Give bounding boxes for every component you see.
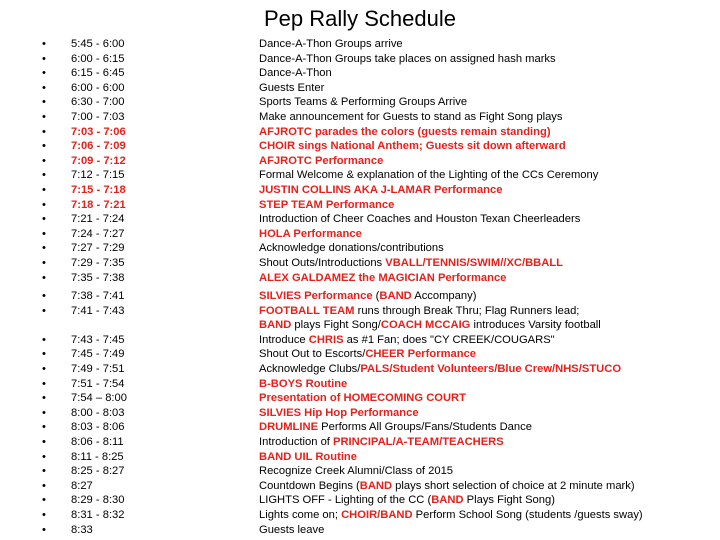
plain-text: Countdown Begins ( [259,479,360,492]
highlight-text: DRUMLINE [259,421,319,434]
bullet: • [42,96,46,109]
schedule-row [0,347,720,362]
schedule-row [0,81,720,96]
bullet: • [42,169,46,182]
highlight-text: ALEX GALDAMEZ the MAGICIAN Performance [259,271,507,284]
schedule-description [259,450,357,465]
schedule-time: 8:29 - 8:30 [71,494,125,507]
highlight-text: B-BOYS Routine [259,377,348,390]
bullet: • [42,227,46,240]
description-line [259,110,562,125]
schedule-time: 7:03 - 7:06 [71,125,126,138]
plain-text: Accompany) [411,290,477,303]
schedule-description [259,110,562,125]
description-line [259,347,476,362]
bullet: • [42,290,46,303]
schedule-row [0,406,720,421]
description-line [259,154,383,169]
schedule-description [259,377,347,392]
schedule-description [259,139,566,154]
schedule-description [259,493,555,508]
schedule-time: 8:25 - 8:27 [71,465,125,478]
description-line [259,362,621,377]
plain-text: Shout Out to Escorts/ [259,348,366,361]
description-line [259,256,563,271]
schedule-time: 7:45 - 7:49 [71,348,125,361]
schedule-description [259,212,580,227]
schedule-row [0,198,720,213]
schedule-time: 6:15 - 6:45 [71,67,125,80]
page-title: Pep Rally Schedule [263,6,456,31]
schedule-row [0,289,720,304]
description-line [259,479,635,494]
schedule-description [259,125,551,140]
schedule-description [259,271,506,286]
bullet: • [42,256,46,269]
schedule-row [0,154,720,169]
schedule-row [0,391,720,406]
plain-text: Make announcement for Guests to stand as Fight Song plays [259,110,563,123]
description-line [259,227,362,242]
highlight-text: SILVIES Hip Hop Performance [259,406,419,419]
schedule-row [0,377,720,392]
bullet: • [42,523,46,536]
bullet: • [42,125,46,138]
plain-text: as #1 Fan; does "CY CREEK/COUGARS" [343,333,555,346]
bullet: • [42,154,46,167]
description-line [259,304,601,319]
schedule-description [259,435,504,450]
schedule-description [259,198,394,213]
schedule-description [259,81,324,96]
schedule-description [259,479,635,494]
highlight-text: BAND [259,319,292,332]
highlight-text: CHEER Performance [365,348,477,361]
plain-text: Recognize Creek Alumni/Class of 2015 [259,465,454,478]
description-line [259,241,444,256]
schedule-description [259,154,383,169]
bullet: • [42,198,46,211]
highlight-text: FOOTBALL TEAM [259,304,355,317]
schedule-row [0,333,720,348]
description-line [259,406,419,421]
schedule-description [259,95,467,110]
highlight-text: PALS/Student Volunteers/Blue Crew/NHS/STUCO [360,363,622,376]
schedule-row [0,271,720,286]
highlight-text: BAND UIL Routine [259,450,357,463]
schedule-description [259,227,362,242]
description-line [259,377,347,392]
bullet: • [42,242,46,255]
schedule-time: 7:12 - 7:15 [71,169,125,182]
schedule-row [0,227,720,242]
schedule-description [259,347,476,362]
schedule-description [259,52,556,67]
schedule-time: 8:33 [71,523,93,536]
schedule-description [259,183,502,198]
description-line [259,37,403,52]
schedule-row [0,52,720,67]
description-line [259,95,467,110]
description-line [259,508,643,523]
schedule-description [259,508,643,523]
plain-text: Dance-A-Thon Groups arrive [259,38,403,50]
schedule-time: 7:29 - 7:35 [71,256,125,269]
plain-text: Performs All Groups/Fans/Students Dance [318,421,532,434]
description-line [259,523,324,538]
schedule-row [0,435,720,450]
schedule-time: 6:00 - 6:15 [71,52,125,65]
highlight-text: STEP TEAM Performance [259,198,395,211]
description-line [259,81,324,96]
highlight-text: CHOIR/BAND [341,509,413,521]
description-line [259,168,598,183]
schedule-time: 7:27 - 7:29 [71,242,125,255]
highlight-text: PRINCIPAL/A-TEAM/TEACHERS [333,436,504,449]
schedule-description [259,304,601,333]
schedule-time: 7:00 - 7:03 [71,110,125,123]
schedule-row [0,66,720,81]
highlight-text: CHOIR sings National Anthem; Guests sit down afterward [259,140,566,153]
description-line [259,66,332,81]
description-line [259,464,453,479]
description-line [259,450,357,465]
bullet: • [42,38,46,50]
description-line [259,318,601,333]
schedule-time: 7:24 - 7:27 [71,227,125,240]
schedule-row [0,95,720,110]
schedule-time: 7:15 - 7:18 [71,183,126,196]
plain-text: introduces Varsity football [470,319,601,332]
schedule-time: 7:38 - 7:41 [71,290,125,303]
highlight-text: JUSTIN COLLINS AKA J-LAMAR Performance [259,183,503,196]
schedule-time: 7:21 - 7:24 [71,213,125,226]
schedule-description [259,523,324,538]
bullet: • [42,140,46,153]
highlight-text: HOLA Performance [259,227,362,240]
schedule-row [0,362,720,377]
schedule-time: 7:49 - 7:51 [71,363,125,376]
schedule-description [259,289,476,304]
bullet: • [42,271,46,284]
highlight-text: Presentation of HOMECOMING COURT [259,392,466,405]
description-line [259,271,506,286]
schedule-row [0,183,720,198]
schedule-time: 7:54 – 8:00 [71,392,127,405]
schedule-description [259,406,419,421]
schedule-row [0,523,720,538]
schedule-row [0,508,720,523]
schedule-time: 7:18 - 7:21 [71,198,126,211]
schedule-row [0,493,720,508]
plain-text: runs through Break Thru; Flag Runners lead; [354,304,580,317]
bullet: • [42,465,46,478]
bullet: • [42,509,46,521]
plain-text: Plays Fight Song) [463,494,555,507]
schedule-time: 8:27 [71,479,93,492]
description-line [259,435,504,450]
schedule-row [0,212,720,227]
schedule-row [0,241,720,256]
plain-text: Guests leave [259,523,325,536]
bullet: • [42,406,46,419]
schedule-time: 7:09 - 7:12 [71,154,126,167]
schedule-row [0,168,720,183]
plain-text: Dance-A-Thon [259,67,332,80]
plain-text: Introduction of [259,436,334,449]
schedule-description [259,391,466,406]
bullet: • [42,348,46,361]
plain-text: plays short selection of choice at 2 minute mark) [392,479,635,492]
bullet: • [42,304,46,317]
schedule-row [0,37,720,52]
plain-text: Guests Enter [259,81,325,94]
plain-text: Formal Welcome & explanation of the Lighting of the CCs Ceremony [259,169,599,182]
bullet: • [42,52,46,65]
schedule-row [0,304,720,333]
schedule-time: 7:41 - 7:43 [71,304,125,317]
description-line [259,198,394,213]
bullet: • [42,183,46,196]
plain-text: Dance-A-Thon Groups take places on assigned hash marks [259,52,556,65]
schedule-description [259,333,555,348]
plain-text: Shout Outs/Introductions [259,256,386,269]
schedule-time: 8:06 - 8:11 [71,436,124,449]
highlight-text: SILVIES Performance [259,290,373,303]
bullet: • [42,377,46,390]
plain-text: ( [372,290,380,303]
schedule-row [0,256,720,271]
description-line [259,212,580,227]
description-line [259,333,555,348]
schedule-time: 7:06 - 7:09 [71,140,126,153]
highlight-text: BAND [359,479,393,492]
description-line [259,183,502,198]
description-line [259,125,551,140]
bullet: • [42,363,46,376]
description-line [259,391,466,406]
highlight-text: BAND [431,494,464,507]
bullet: • [42,421,46,434]
highlight-text: CHRIS [308,333,344,346]
schedule-time: 7:43 - 7:45 [71,333,125,346]
schedule-row [0,139,720,154]
schedule-time: 6:30 - 7:00 [71,96,125,109]
schedule-time: 8:31 - 8:32 [71,509,125,521]
schedule-description [259,420,532,435]
schedule-row [0,110,720,125]
bullet: • [42,450,46,463]
schedule-time: 7:51 - 7:54 [71,377,125,390]
highlight-text: BAND [379,290,412,303]
bullet: • [42,392,46,405]
schedule-row [0,479,720,494]
plain-text: Introduce [259,333,309,346]
schedule-row [0,464,720,479]
bullet: • [42,333,46,346]
plain-text: plays Fight Song/ [291,319,381,332]
schedule-time: 7:35 - 7:38 [71,271,125,284]
description-line [259,420,532,435]
bullet: • [42,213,46,226]
schedule-description [259,168,598,183]
schedule-time: 8:00 - 8:03 [71,406,125,419]
description-line [259,139,566,154]
schedule-description [259,37,403,52]
plain-text: Lights come on; [259,509,342,521]
plain-text: Sports Teams & Performing Groups Arrive [259,96,468,109]
highlight-text: VBALL/TENNIS/SWIM//XC/BBALL [385,256,563,269]
bullet: • [42,110,46,123]
plain-text: Acknowledge donations/contributions [259,242,444,255]
schedule-time: 5:45 - 6:00 [71,38,125,50]
bullet: • [42,67,46,80]
description-line [259,289,476,304]
plain-text: Acknowledge Clubs/ [259,363,361,376]
plain-text: Introduction of Cheer Coaches and Houston Texan Cheerleaders [259,213,581,226]
highlight-text: AFJROTC parades the colors (guests remain standing) [259,125,551,138]
description-line [259,52,556,67]
plain-text: Perform School Song (students /guests sway) [412,509,643,521]
schedule-list [0,37,720,537]
description-line [259,493,555,508]
schedule-row [0,420,720,435]
bullet: • [42,479,46,492]
highlight-text: AFJROTC Performance [259,154,384,167]
schedule-description [259,464,453,479]
schedule-time: 8:03 - 8:06 [71,421,125,434]
bullet: • [42,494,46,507]
bullet: • [42,436,46,449]
schedule-time: 6:00 - 6:00 [71,81,125,94]
bullet: • [42,81,46,94]
schedule-description [259,362,621,377]
schedule-time: 8:11 - 8:25 [71,450,124,463]
schedule-row [0,450,720,465]
schedule-description [259,256,563,271]
schedule-row [0,125,720,140]
highlight-text: COACH MCCAIG [380,319,471,332]
plain-text: LIGHTS OFF - Lighting of the CC ( [259,494,432,507]
schedule-description [259,66,332,81]
schedule-description [259,241,444,256]
